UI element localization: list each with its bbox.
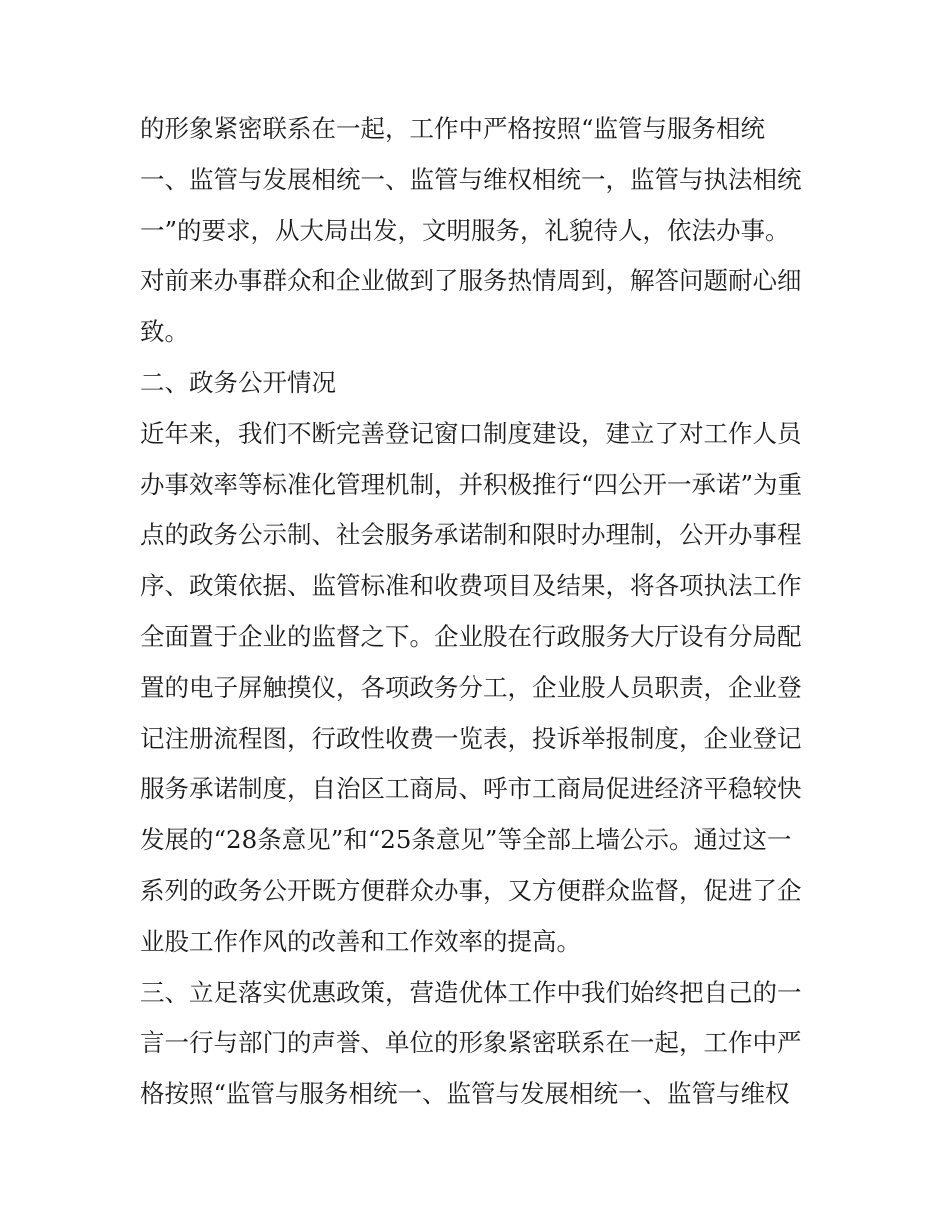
- text-line: 服务承诺制度，自治区工商局、呼市工商局促进经济平稳较快: [140, 774, 802, 804]
- body-text: [140, 104, 820, 1120]
- text-line: 致。: [140, 317, 189, 347]
- section-heading: 三、立足落实优惠政策，营造优体工作中我们始终把自己的一: [140, 977, 802, 1007]
- text-line: 点的政务公示制、社会服务承诺制和限时办理制，公开办事程: [140, 520, 802, 550]
- text-line: 全面置于企业的监督之下。企业股在行政服务大厅设有分局配: [140, 621, 802, 651]
- text-line: 序、政策依据、监管标准和收费项目及结果，将各项执法工作: [140, 571, 802, 601]
- text-line: 一”的要求，从大局出发，文明服务，礼貌待人，依法办事。: [140, 215, 790, 245]
- text-line: 发展的“28条意见”和“25条意见”等全部上墙公示。通过这一: [140, 825, 792, 855]
- text-line: 置的电子屏触摸仪，各项政务分工，企业股人员职责，企业登: [140, 672, 802, 702]
- text-line: 业股工作作风的改善和工作效率的提高。: [140, 926, 581, 956]
- text-line: 一、监管与发展相统一、监管与维权相统一，监管与执法相统: [140, 164, 802, 194]
- text-line: 系列的政务公开既方便群众办事，又方便群众监督，促进了企: [140, 875, 802, 905]
- text-line: 记注册流程图，行政性收费一览表，投诉举报制度，企业登记: [140, 723, 802, 753]
- text-line: 办事效率等标准化管理机制，并积极推行“四公开一承诺”为重: [140, 469, 803, 499]
- text-line: 对前来办事群众和企业做到了服务热情周到，解答问题耐心细: [140, 266, 802, 296]
- text-line: 格按照“监管与服务相统一、监管与发展相统一、监管与维权: [140, 1079, 790, 1109]
- text-line: 的形象紧密联系在一起，工作中严格按照“监管与服务相统: [140, 114, 766, 143]
- section-heading: 二、政务公开情况: [140, 367, 336, 397]
- text-line: 近年来，我们不断完善登记窗口制度建设，建立了对工作人员: [140, 418, 802, 448]
- text-line: 言一行与部门的声誉、单位的形象紧密联系在一起，工作中严: [140, 1028, 802, 1058]
